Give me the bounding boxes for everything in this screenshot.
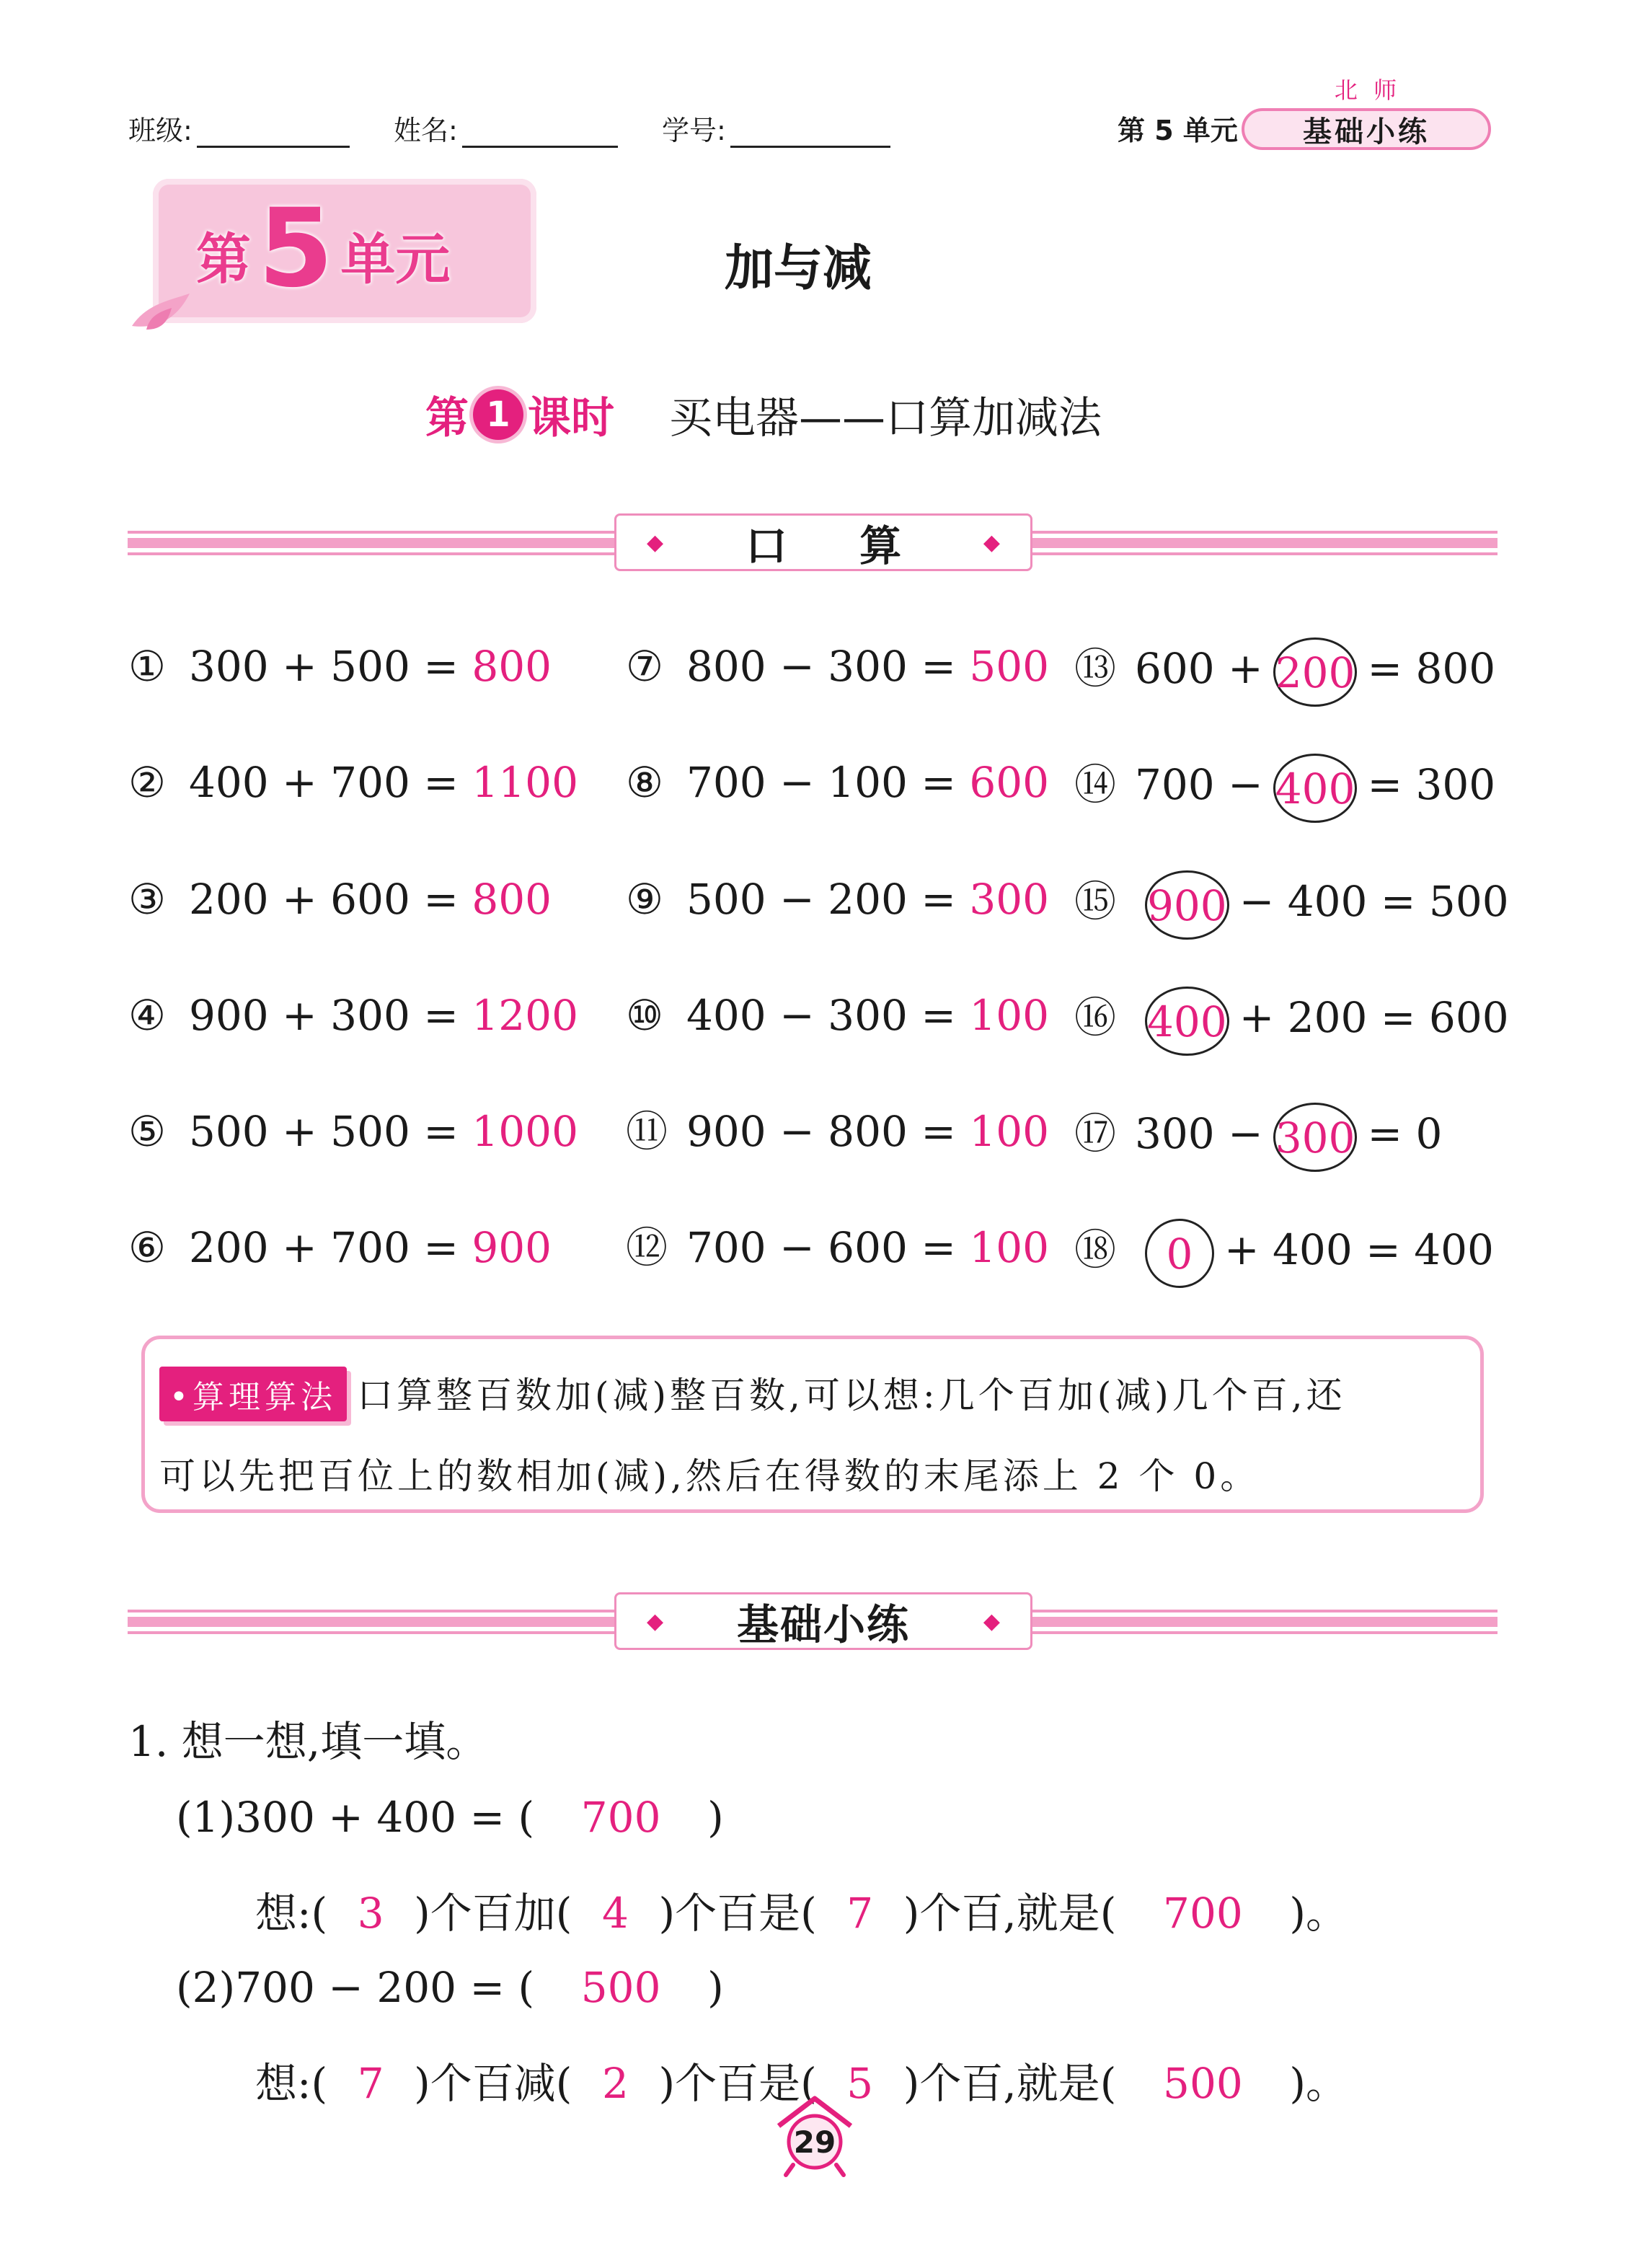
- item-expression: 400 − 300 =: [686, 991, 970, 1040]
- item-index: ⑱: [1074, 1225, 1117, 1275]
- item-answer: 300: [969, 875, 1050, 924]
- circled-answer: 0: [1145, 1219, 1214, 1288]
- item-index: ④: [128, 991, 166, 1040]
- brand-name: 基础小练: [1303, 115, 1430, 149]
- item-expression: 400 + 700 =: [189, 758, 472, 807]
- item-answer: 100: [969, 1107, 1050, 1156]
- item-expression: 300 + 500 =: [189, 642, 472, 691]
- item-expression: = 0: [1367, 1109, 1443, 1159]
- item-answer: 800: [472, 642, 552, 691]
- oral-item: [626, 637, 1049, 695]
- item-index: ⑧: [626, 758, 663, 807]
- item-expression: = 800: [1367, 644, 1496, 694]
- oral-item: [128, 637, 552, 695]
- method-tip-box: [141, 1336, 1484, 1513]
- section-header-oral: [614, 513, 1032, 571]
- item-answer: 1100: [472, 758, 578, 807]
- section-title-basic: 基础小练: [736, 1600, 910, 1649]
- header-unit-label: 第 5 单元: [1118, 115, 1238, 146]
- lesson-heading: [425, 384, 1102, 446]
- think-text: 想:(: [255, 2059, 328, 2108]
- item-answer: 900: [472, 1223, 552, 1272]
- lesson-post: 课时: [528, 393, 614, 444]
- think-answer: 500: [1163, 2059, 1243, 2108]
- think-answer: 3: [357, 1889, 384, 1938]
- item-expression: 300 −: [1135, 1109, 1263, 1159]
- think-answer: 4: [601, 1889, 629, 1938]
- name-label: 姓名:: [394, 115, 458, 146]
- item-answer: 1000: [472, 1107, 578, 1156]
- think-answer: 7: [846, 1889, 874, 1938]
- lesson-number-circle: 1: [473, 389, 523, 440]
- class-blank[interactable]: [197, 117, 350, 148]
- q1-answer: 700: [580, 1793, 661, 1842]
- q1-close: ): [707, 1793, 724, 1842]
- unit-prefix: 第: [196, 227, 251, 291]
- oral-item: [1074, 987, 1509, 1056]
- diamond-icon: ◆: [647, 1608, 664, 1634]
- q2-close: ): [707, 1963, 724, 2012]
- oral-item: [626, 1219, 1049, 1276]
- lesson-title: 买电器——口算加减法: [669, 393, 1102, 444]
- lesson-pre: 第: [425, 393, 469, 444]
- item-expression: 200 + 700 =: [189, 1223, 472, 1272]
- circled-answer: 900: [1145, 870, 1229, 940]
- item-answer: 600: [969, 758, 1050, 807]
- circled-answer: 300: [1273, 1103, 1358, 1172]
- student-number-field: [662, 108, 890, 148]
- unit-number: 5: [258, 186, 334, 312]
- think-answer: 7: [357, 2059, 384, 2108]
- item-expression: = 300: [1367, 760, 1496, 810]
- tip-tag: •算理算法: [159, 1367, 347, 1421]
- think-text: )。: [1289, 2059, 1348, 2108]
- think-answer: 700: [1163, 1889, 1243, 1938]
- tip-text-1: 口算整百数加(减)整百数,可以想:几个百加(减)几个百,还: [356, 1375, 1346, 1416]
- class-label: 班级:: [128, 115, 193, 146]
- item-index: ⑭: [1074, 760, 1117, 810]
- item-index: ⑰: [1074, 1109, 1117, 1159]
- think-text: )个百是(: [658, 1889, 817, 1938]
- item-expression: 700 − 600 =: [686, 1223, 970, 1272]
- q2-answer: 500: [580, 1963, 661, 2012]
- class-field: [128, 108, 350, 148]
- item-index: ⑫: [626, 1223, 668, 1272]
- item-expression: 500 + 500 =: [189, 1107, 472, 1156]
- oral-item: [1074, 870, 1509, 940]
- q1-expression: (1)300 + 400 = (: [176, 1793, 535, 1842]
- item-expression: 200 + 600 =: [189, 875, 472, 924]
- tip-tag-text: 算理算法: [192, 1379, 337, 1416]
- item-expression: + 200 = 600: [1239, 993, 1509, 1043]
- section-header-basic: [614, 1592, 1032, 1650]
- exercise-q2: [176, 1963, 724, 2012]
- diamond-icon: ◆: [983, 1608, 1000, 1634]
- unit-title: 加与减: [725, 240, 872, 297]
- item-expression: − 400 = 500: [1239, 877, 1509, 927]
- item-expression: 700 −: [1135, 760, 1263, 810]
- item-index: ⑥: [128, 1223, 166, 1272]
- item-answer: 100: [969, 1223, 1050, 1272]
- oral-item: [626, 870, 1049, 928]
- item-answer: 1200: [472, 991, 578, 1040]
- circled-answer: 200: [1273, 637, 1358, 707]
- item-expression: 500 − 200 =: [686, 875, 970, 924]
- think-answer: 5: [846, 2059, 874, 2108]
- oral-item: [128, 987, 578, 1044]
- item-answer: 100: [969, 991, 1050, 1040]
- oral-item: [1074, 637, 1495, 707]
- item-index: ⑪: [626, 1107, 668, 1156]
- lesson-tag: [425, 384, 614, 446]
- unit-badge-text: [196, 186, 451, 312]
- think-text: )个百减(: [414, 2059, 572, 2108]
- section-title-oral: 口 算: [745, 521, 931, 570]
- oral-item: [128, 1103, 578, 1160]
- item-index: ⑩: [626, 991, 663, 1040]
- item-expression: + 400 = 400: [1224, 1225, 1494, 1275]
- oral-item: [128, 870, 552, 928]
- item-index: ⑨: [626, 875, 663, 924]
- page-number-badge: [764, 2091, 865, 2178]
- item-expression: 800 − 300 =: [686, 642, 970, 691]
- oral-item: [1074, 754, 1495, 823]
- think-text: )个百加(: [414, 1889, 572, 1938]
- item-index: ⑦: [626, 642, 663, 691]
- item-index: ③: [128, 875, 166, 924]
- student-number-label: 学号:: [662, 115, 726, 146]
- think-text: )。: [1289, 1889, 1348, 1938]
- item-index: ⑯: [1074, 993, 1117, 1043]
- brand-publisher: 北 师: [1334, 76, 1402, 104]
- item-expression: 900 − 800 =: [686, 1107, 970, 1156]
- tip-line-1: [159, 1367, 1346, 1421]
- item-expression: 600 +: [1135, 644, 1263, 694]
- diamond-icon: ◆: [983, 529, 1000, 555]
- item-index: ⑮: [1074, 877, 1117, 927]
- item-expression: 900 + 300 =: [189, 991, 472, 1040]
- item-index: ②: [128, 758, 166, 807]
- student-number-blank[interactable]: [730, 117, 890, 148]
- diamond-icon: ◆: [647, 529, 664, 555]
- exercise-q1-think: [255, 1879, 1348, 1940]
- q2-expression: (2)700 − 200 = (: [176, 1963, 535, 2012]
- brand-pill: [1242, 108, 1491, 150]
- item-index: ①: [128, 642, 166, 691]
- think-text: 想:(: [255, 1889, 328, 1938]
- exercise-title: 1. 想一想,填一填。: [128, 1717, 488, 1766]
- circled-answer: 400: [1273, 754, 1358, 823]
- item-index: ⑤: [128, 1107, 166, 1156]
- oral-item: [1074, 1103, 1442, 1172]
- name-field: [394, 108, 618, 148]
- oral-item: [626, 1103, 1049, 1160]
- think-text: )个百是(: [658, 2059, 817, 2108]
- unit-suffix: 单元: [340, 227, 451, 291]
- circled-answer: 400: [1145, 987, 1229, 1056]
- leaf-icon: [128, 290, 193, 333]
- think-text: )个百,就是(: [903, 2059, 1117, 2108]
- item-index: ⑬: [1074, 644, 1117, 694]
- name-blank[interactable]: [462, 117, 618, 148]
- oral-item: [626, 754, 1049, 811]
- oral-item: [128, 1219, 552, 1276]
- unit-badge: [153, 179, 536, 323]
- think-text: )个百,就是(: [903, 1889, 1117, 1938]
- page-number: 29: [793, 2124, 836, 2160]
- oral-item: [128, 754, 578, 811]
- think-answer: 2: [601, 2059, 629, 2108]
- brand-logo: [1242, 72, 1494, 159]
- tip-line-2: 可以先把百位上的数相加(减),然后在得数的末尾添上 2 个 0。: [159, 1455, 1260, 1497]
- oral-item: [626, 987, 1049, 1044]
- item-answer: 800: [472, 875, 552, 924]
- oral-item: [1074, 1219, 1494, 1288]
- exercise-q1: [176, 1793, 724, 1842]
- item-answer: 500: [969, 642, 1050, 691]
- item-expression: 700 − 100 =: [686, 758, 970, 807]
